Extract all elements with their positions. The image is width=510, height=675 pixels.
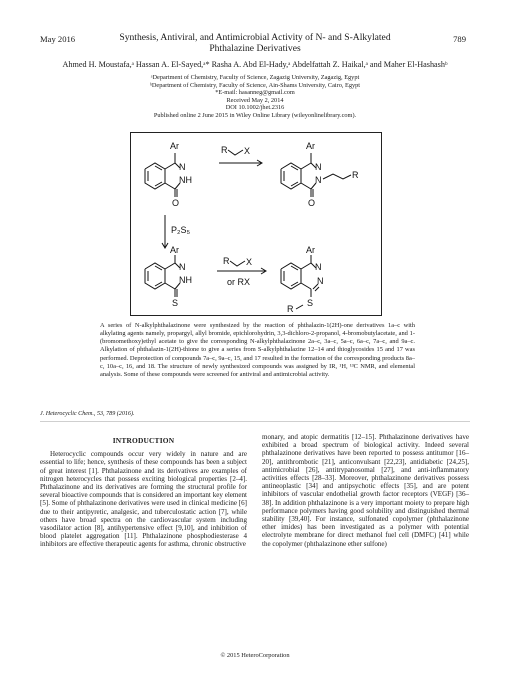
r-label: R [221,145,228,155]
journal-reference: J. Heterocyclic Chem., 53, 789 (2016). [40,411,135,417]
copyright-footer: © 2015 HeteroCorporation [220,652,290,659]
author-list: Ahmed H. Moustafa,ᵃ Hassan A. El-Sayed,ᵃ* Rasha A. Abd El-Hady,ᵃ Abdelfattah Z. Haikal,ᵃ and Maher El-Hashashᵇ [62,60,448,69]
r-label: R [352,170,359,180]
phthalazinone-structure [145,141,192,208]
s-label: S [172,298,179,308]
nh-label: NH [179,275,192,285]
s-alkylation-reagent [217,256,266,287]
ar-label: Ar [170,141,179,151]
n-label: N [315,262,322,272]
x-label: X [246,257,253,267]
or-rx-label: or RX [227,277,251,287]
reaction-scheme [130,132,382,316]
x-label: X [244,146,251,156]
body-column-left [40,433,247,549]
alkyl-halide-reagent [219,145,262,166]
o-label: O [172,198,180,208]
title-line-1: Synthesis, Antiviral, and Antimicrobial Activity of N- and S-Alkylated [119,32,391,43]
email-line: *E-mail: hasanneg@gmail.com [215,89,295,97]
thionation-arrow [162,215,190,248]
scheme-drawing [131,133,381,315]
published-online: Published online 2 June 2015 in Wiley Online Library (wileyonlinelibrary.com). [153,111,357,119]
body-column-right [262,433,469,548]
r-label: R [287,304,294,314]
n-label: N [315,162,322,172]
section-heading-introduction: INTRODUCTION [112,436,175,445]
n-label: N [179,162,186,172]
n-label: N [317,276,324,286]
s-label: S [307,298,314,308]
abstract: A series of N-alkylphthalazinone were synthesized by the reaction of phthalazin-1(2H)-one derivatives 1a–c with alkylating agents namely, propargyl, allyl bromide, epichlorohydrin, 3,3-dichloro-2-propanol, 4-bromobutylacetate, and 1-(bromomethoxy)ethyl acetate to give the corresponding N-alkylphthalazinone 2a–c, 3a–c, 5a–c, 6a–c, 7a–c, and 9a–c. Alkylation of phthalazin-1(2H)-thione to give a series from S-alkylphthalazine 12–14 and thioglycosides 15 and 17 was performed. Deprotection of compounds 7a–c, 9a–c, 15, and 17 resulted in the formation of the corresponding products 8a–c, 10a–c, 16, and 18. The structure of newly synthesized compounds was assigned by IR, ¹H, ¹³C NMR, and elemental analysis. Some of these compounds were screened for antiviral and antimicrobial activity. [100,322,415,378]
n-label: N [179,262,186,272]
affiliations [60,74,450,120]
nh-label: NH [179,175,192,185]
page-number: 789 [453,34,466,44]
affiliation-b: ᵇDepartment of Chemistry, Faculty of Science, Ain-Shams University, Cairo, Egypt [149,81,361,89]
p2s5-label: P₂S₅ [171,225,191,235]
received-date: Received May 2, 2014 [226,96,284,104]
n-alkylphthalazinone-structure [281,141,359,208]
affiliation-a: ᵃDepartment of Chemistry, Faculty of Science, Zagazig University, Zagazig, Egypt [150,74,360,81]
title-line-2: Phthalazine Derivatives [209,42,301,54]
s-alkylphthalazine-structure [281,245,324,314]
r-label: R [223,256,230,266]
n-label: N [315,175,322,185]
o-label: O [308,198,316,208]
divider [40,421,470,422]
doi: DOI 10.1002/jhet.2316 [225,104,285,112]
intro-paragraph-continued: monary, and atopic dermatitis [12–15]. Phthalazinone derivatives have exhibited a broad spectrum of biological activity. Indeed several phthalazinone derivatives have been reported to possess antitumor [16–20], antithrombotic [21], anticonvulsant [22,23], antidiabetic [24,25], antimicrobial [26], antitrypanosomal [27], and anti-inflammatory activities effects [28–33]. Moreover, phthalazinone derivatives possess antineoplastic [34] and antipsychotic effects [35], and are potent inhibitors of vascular endothelial growth factor receptors (VEGF) [36–38]. In addition phthalazinone is a very important moiety to prepare high performance polymers having good solubility and distinguished thermal stability [39,40]. For instance, sulfonated copolymer (phthalazinone ether imides) has been investigated as a polymer with potential electrolyte membrane for direct methanol fuel cell (DMFC) [41] while the copolymer (phthalazinone ether sulfone) [262,433,469,548]
ar-label: Ar [306,141,315,151]
article-title [100,33,410,54]
issue-date: May 2016 [40,34,76,44]
phthalazinthione-structure [145,245,192,308]
ar-label: Ar [170,245,179,255]
intro-paragraph: Heterocyclic compounds occur very widely in nature and are essential to life; hence, synthesis of these compounds has been a subject of great interest [1]. Phthalazinone and its derivatives are examples of nitrogen heterocycles that possess exciting biological properties [2–4]. Phthalazinone and its derivatives are forming the structural profile for several bioactive compounds that is considered an important key element [5]. Some of phthalazinone derivatives were used in clinical medicine [6] due to their antipyretic, analgesic, and tuberculostatic action [7], while others have broad spectra on the cardiovascular system including vasodilator action [8], antihypertensive effect [9,10], and inhibition of blood platelet aggregation [11]. Phthalazinone phosphodiesterase 4 inhibitors are effective therapeutic agents for asthma, chronic obstructive [40,450,247,549]
ar-label: Ar [306,245,315,255]
